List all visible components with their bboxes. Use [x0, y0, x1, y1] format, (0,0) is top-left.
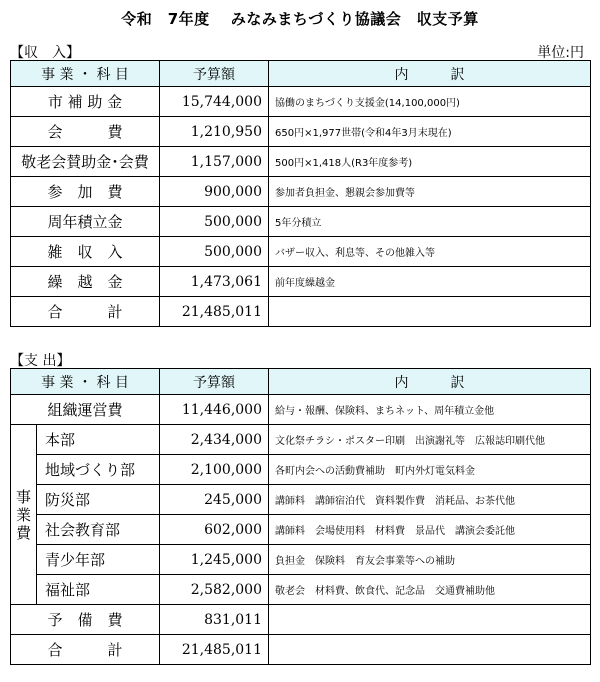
- expense-row-org: [11, 395, 591, 425]
- department-note: 講師料 講師宿泊代 資料製作費 消耗品、お茶代他: [269, 485, 591, 515]
- income-note: 参加者負担金、懇親会参加費等: [269, 177, 591, 207]
- expense-table: [10, 368, 591, 665]
- income-row-keirokai: [11, 147, 591, 177]
- department-note: 敬老会 材料費、飲食代、記念品 交通費補助他: [269, 575, 591, 605]
- income-note: 前年度繰越金: [269, 267, 591, 297]
- expense-item: 予 備 費: [11, 605, 160, 635]
- income-item: 会 費: [11, 117, 160, 147]
- department-item: 防災部: [37, 485, 160, 515]
- group-label-char: 費: [15, 523, 31, 542]
- income-section-label: 【収 入】: [10, 45, 80, 61]
- income-note: 協働のまちづくり支援金(14,100,000円): [269, 87, 591, 117]
- income-row-misc: [11, 237, 591, 267]
- income-amount: 500,000: [160, 207, 269, 237]
- department-amount: 245,000: [160, 485, 269, 515]
- income-row-participation: [11, 177, 591, 207]
- income-note: 650円×1,977世帯(令和4年3月末現在): [269, 117, 591, 147]
- income-header-note: 内 訳: [269, 61, 591, 87]
- income-total-row: [11, 297, 591, 327]
- income-row-carryover: [11, 267, 591, 297]
- expense-row-youth: [11, 545, 591, 575]
- expense-amount: 831,011: [160, 605, 269, 635]
- expense-row-reserve: [11, 605, 591, 635]
- expense-row-honbu: [11, 425, 591, 455]
- income-total-note: [269, 297, 591, 327]
- income-amount: 15,744,000: [160, 87, 269, 117]
- expense-note: [269, 605, 591, 635]
- expense-total-amount: 21,485,011: [160, 635, 269, 665]
- expense-row-education: [11, 515, 591, 545]
- income-item: 参 加 費: [11, 177, 160, 207]
- income-amount: 1,473,061: [160, 267, 269, 297]
- department-amount: 2,582,000: [160, 575, 269, 605]
- income-amount: 1,157,000: [160, 147, 269, 177]
- income-note: 5年分積立: [269, 207, 591, 237]
- income-item: 敬老会賛助金･会費: [11, 147, 160, 177]
- group-label-char: 業: [15, 505, 31, 524]
- expense-header-item: 事 業 ・ 科 目: [11, 369, 160, 395]
- income-row-subsidy: [11, 87, 591, 117]
- expense-row-community: [11, 455, 591, 485]
- income-item: 周年積立金: [11, 207, 160, 237]
- expense-header-note: 内 訳: [269, 369, 591, 395]
- department-amount: 2,100,000: [160, 455, 269, 485]
- income-amount: 900,000: [160, 177, 269, 207]
- department-item: 社会教育部: [37, 515, 160, 545]
- income-item: 市 補 助 金: [11, 87, 160, 117]
- income-row-fees: [11, 117, 591, 147]
- income-row-anniversary-fund: [11, 207, 591, 237]
- expense-header-amount: 予算額: [160, 369, 269, 395]
- expense-row-disaster: [11, 485, 591, 515]
- department-amount: 1,245,000: [160, 545, 269, 575]
- group-label-char: 事: [15, 487, 31, 506]
- department-note: 講師料 会場使用料 材料費 景品代 講演会委託他: [269, 515, 591, 545]
- department-note: 各町内会への活動費補助 町内外灯電気料金: [269, 455, 591, 485]
- income-note: バザー収入、利息等、その他雑入等: [269, 237, 591, 267]
- department-item: 地域づくり部: [37, 455, 160, 485]
- unit-label: 単位:円: [537, 45, 584, 61]
- department-item: 青少年部: [37, 545, 160, 575]
- expense-header-row: [11, 369, 591, 395]
- department-item: 福祉部: [37, 575, 160, 605]
- expense-note: 給与・報酬、保険料、まちネット、周年積立金他: [269, 395, 591, 425]
- income-total-label: 合 計: [11, 297, 160, 327]
- expense-total-label: 合 計: [11, 635, 160, 665]
- income-total-amount: 21,485,011: [160, 297, 269, 327]
- expense-item: 組織運営費: [11, 395, 160, 425]
- income-table: [10, 60, 591, 327]
- expense-section-label: 【支 出】: [10, 353, 71, 369]
- expense-total-note: [269, 635, 591, 665]
- expense-amount: 11,446,000: [160, 395, 269, 425]
- income-item: 繰 越 金: [11, 267, 160, 297]
- department-amount: 2,434,000: [160, 425, 269, 455]
- income-header-amount: 予算額: [160, 61, 269, 87]
- department-item: 本部: [37, 425, 160, 455]
- department-note: 文化祭チラシ・ポスター印刷 出演謝礼等 広報誌印刷代他: [269, 425, 591, 455]
- income-amount: 1,210,950: [160, 117, 269, 147]
- income-amount: 500,000: [160, 237, 269, 267]
- income-note: 500円×1,418人(R3年度参考): [269, 147, 591, 177]
- page-title: 令和 7年度 みなみまちづくり協議会 収支予算: [121, 10, 479, 28]
- income-header-item: 事 業 ・ 科 目: [11, 61, 160, 87]
- department-note: 負担金 保険料 育友会事業等への補助: [269, 545, 591, 575]
- project-expense-group-label: [11, 425, 37, 605]
- expense-total-row: [11, 635, 591, 665]
- expense-row-welfare: [11, 575, 591, 605]
- department-amount: 602,000: [160, 515, 269, 545]
- income-item: 雑 収 入: [11, 237, 160, 267]
- income-header-row: [11, 61, 591, 87]
